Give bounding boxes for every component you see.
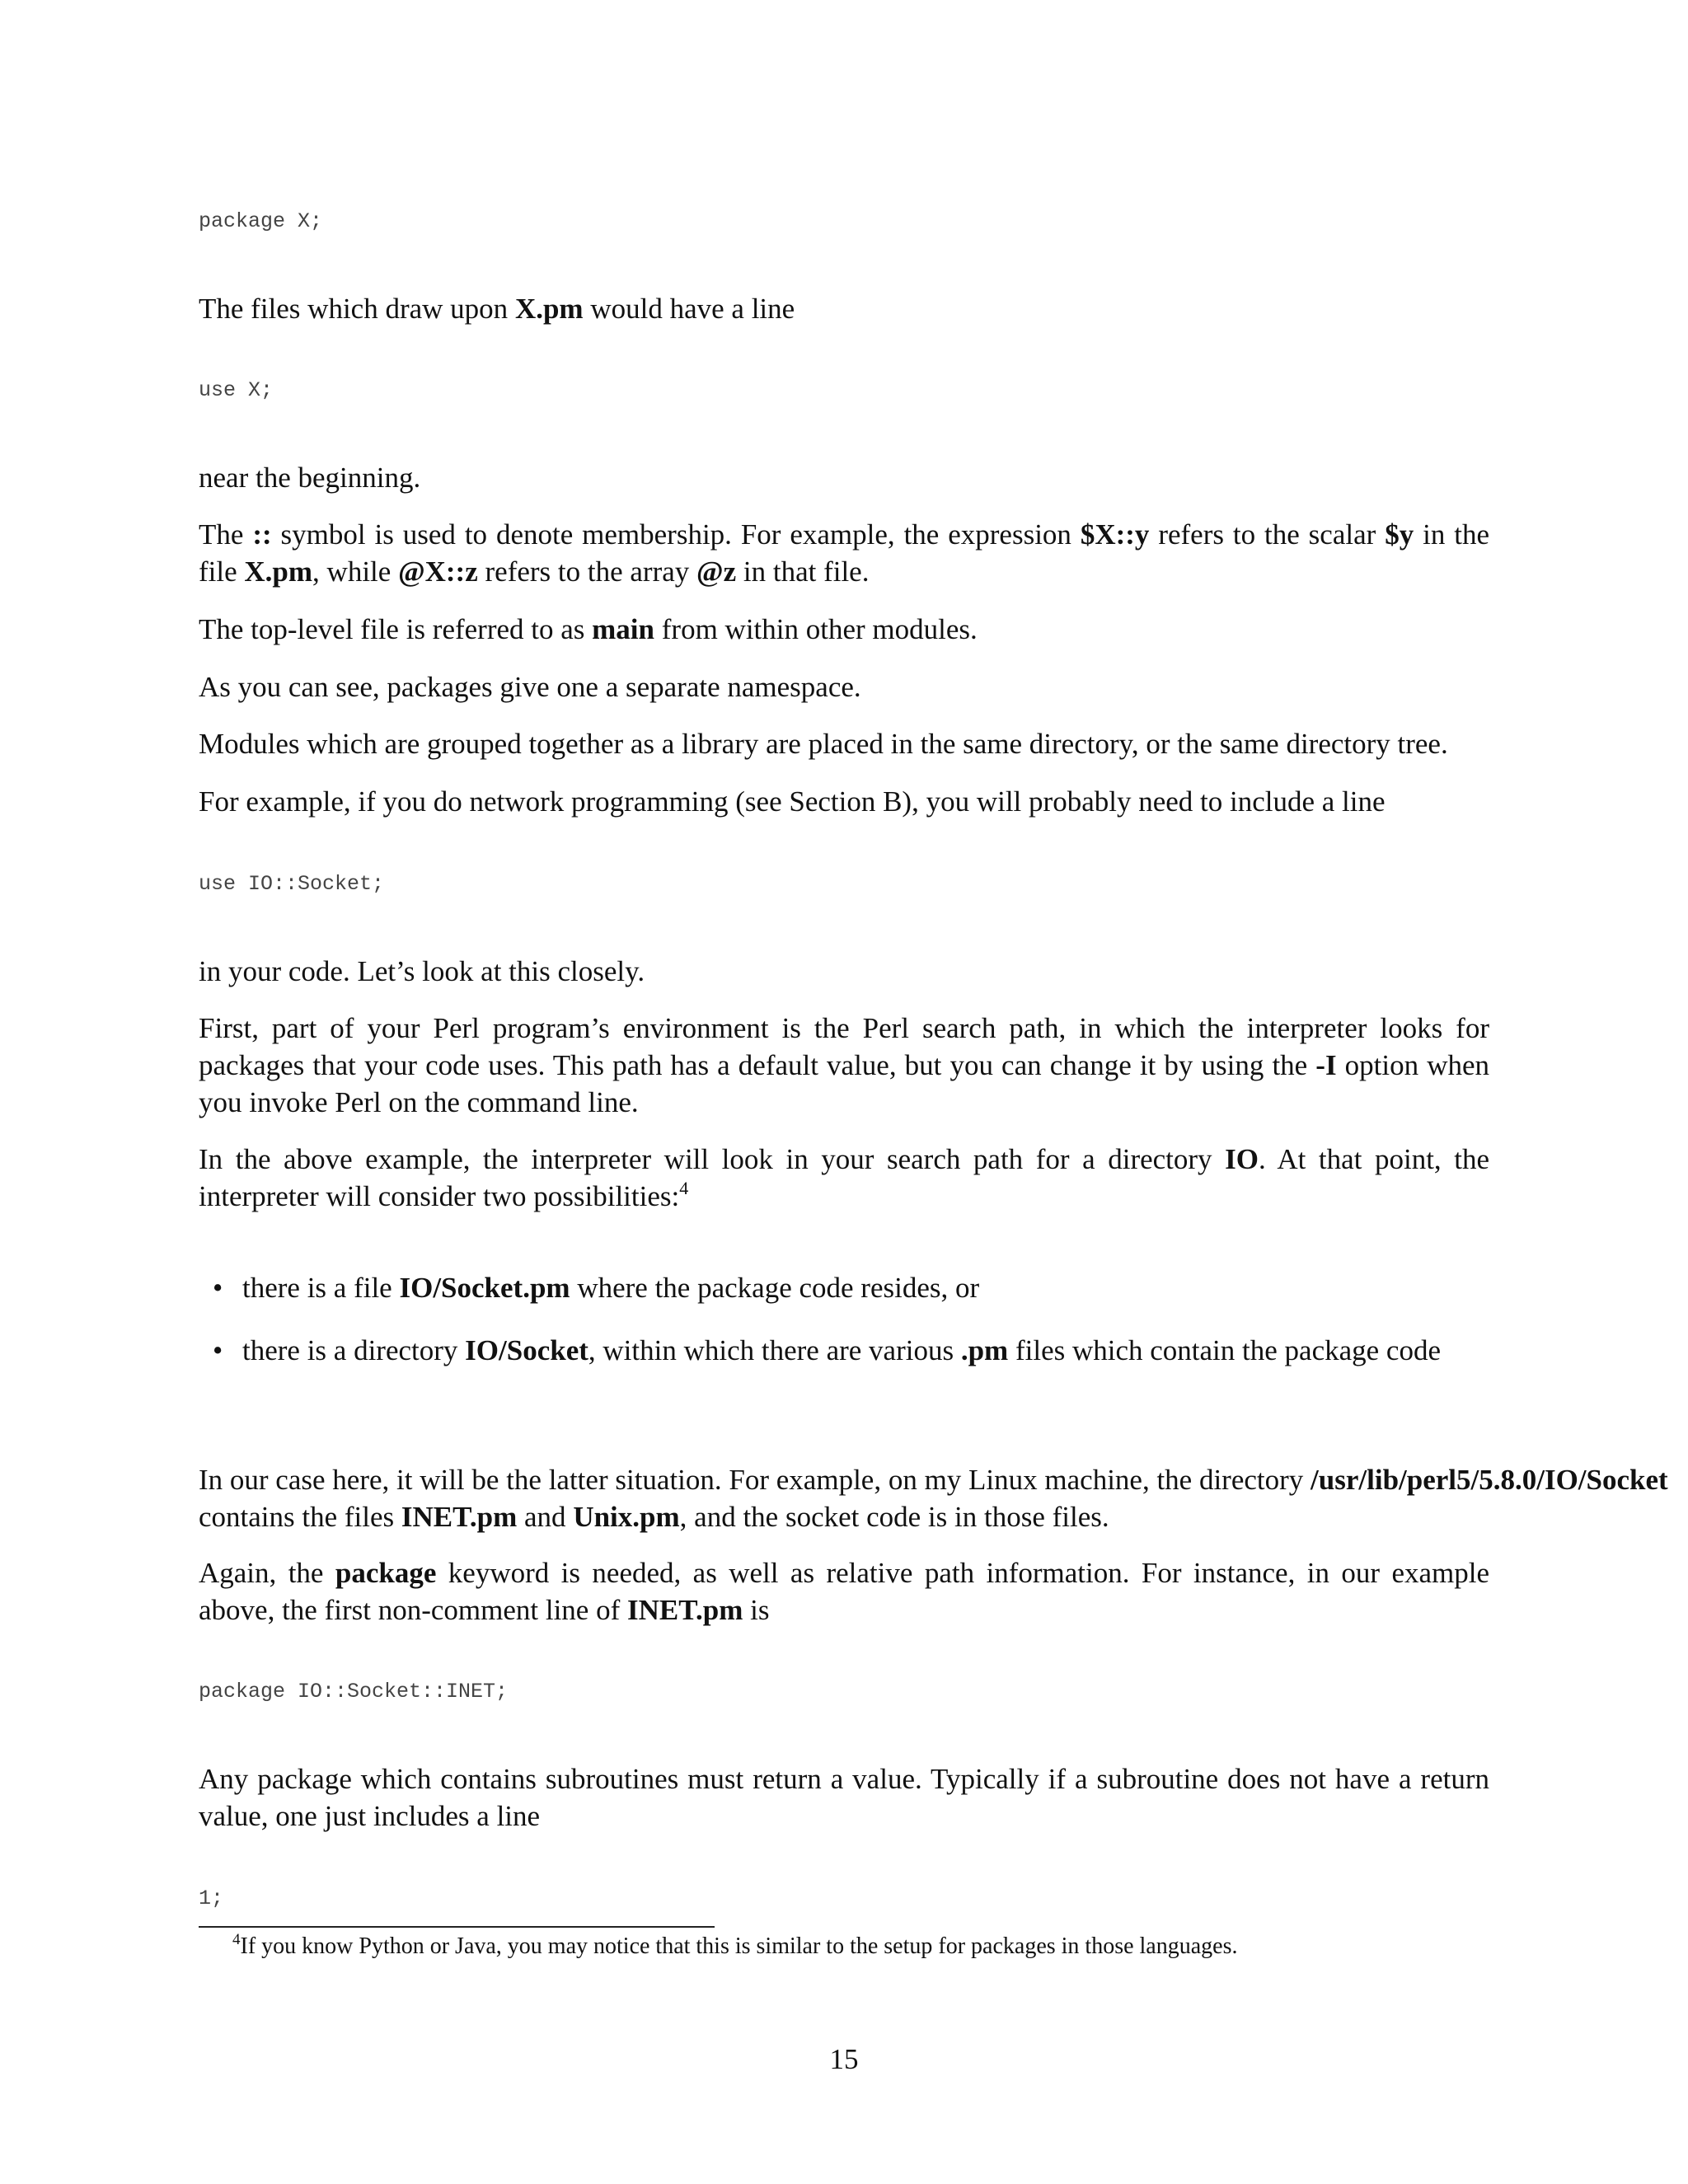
paragraph-return-value: Any package which contains subroutines must return a value. Typically if a subroutine does not have a return value, one just includes a line bbox=[199, 1763, 1489, 1832]
paragraph-network-programming: For example, if you do network programming (see Section B), you will probably need to include a line bbox=[199, 785, 1386, 818]
paragraph-look-closely: in your code. Let’s look at this closely. bbox=[199, 955, 645, 987]
paragraph-modules-library: Modules which are grouped together as a library are placed in the same directory, or the same directory tree. bbox=[199, 728, 1448, 760]
bullet-icon: • bbox=[213, 1334, 223, 1366]
code-use-x: use X; bbox=[199, 378, 274, 402]
paragraph-latter-situation-line-2: contains the files INET.pm and Unix.pm, and the socket code is in those files. bbox=[199, 1501, 1109, 1533]
code-one: 1; bbox=[199, 1886, 224, 1910]
footnote-mark: 4 bbox=[232, 1931, 241, 1948]
code-use-io-socket: use IO::Socket; bbox=[199, 872, 385, 896]
code-package-x: package X; bbox=[199, 209, 323, 233]
footnote bbox=[232, 1932, 1489, 1961]
list-item: • there is a file IO/Socket.pm where the package code resides, or bbox=[242, 1269, 1489, 1306]
bullet-icon: • bbox=[213, 1272, 223, 1304]
list-item: • there is a directory IO/Socket, within which there are various .pm files which contain the package code bbox=[242, 1332, 1489, 1369]
page-number: 15 bbox=[829, 2043, 859, 2075]
paragraph-top-level-main: The top-level file is referred to as main from within other modules. bbox=[199, 613, 978, 645]
paragraph-search-path: First, part of your Perl program’s environment is the Perl search path, in which the interpreter looks for packages that your code uses. This path has a default value, but you can change it by using the -I option when you invoke Perl on the command line. bbox=[199, 1012, 1490, 1118]
paragraph-two-possibilities: In the above example, the interpreter will look in your search path for a directory IO. At that point, the interpreter will consider two possibilities:$^4$ bbox=[199, 1143, 1489, 1212]
paragraph-near-beginning: near the beginning. bbox=[199, 462, 421, 494]
footnote-divider bbox=[199, 1926, 715, 1928]
code-package-inet: package IO::Socket::INET; bbox=[199, 1680, 509, 1704]
footnote-reference: 4 bbox=[679, 1178, 689, 1198]
paragraph-package-keyword: Again, the package keyword is needed, as well as relative path information. For instance, in our example above, the first non-comment line of INET.pm is bbox=[199, 1557, 1489, 1626]
paragraph-membership-symbol: The :: symbol is used to denote membership. For example, the expression $X::y refers to the scalar $y in the file X.pm, while @X::z refers to the array @z in that file. bbox=[199, 518, 1489, 588]
footnote-text: If you know Python or Java, you may notice that this is similar to the setup for packages in those languages. bbox=[240, 1933, 1238, 1959]
paragraph-latter-situation-line-1: In our case here, it will be the latter situation. For example, on my Linux machine, the directory /usr/lib/perl5/5.8.0/IO/Socket bbox=[199, 1464, 1668, 1496]
paragraph-namespace: As you can see, packages give one a separate namespace. bbox=[199, 671, 861, 703]
paragraph-files-draw-upon: The files which draw upon X.pm would have a line bbox=[199, 293, 795, 325]
